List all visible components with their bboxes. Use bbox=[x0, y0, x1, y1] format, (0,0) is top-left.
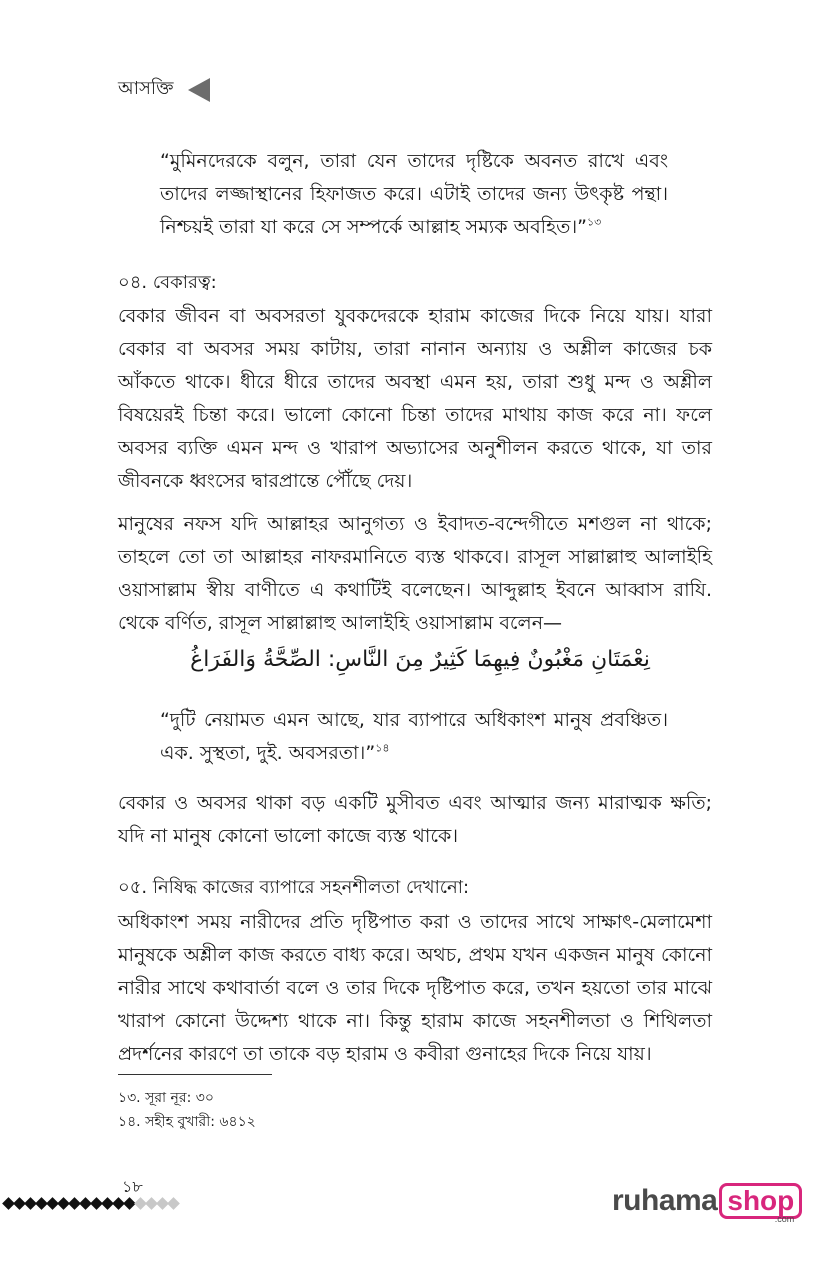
arabic-hadith: نِعْمَتَانِ مَغْبُونٌ فِيهِمَا كَثِيرٌ مِنَ النَّاسِ: الصِّحَّةُ وَالفَرَاغُ bbox=[190, 647, 650, 672]
quran-quote bbox=[160, 145, 668, 244]
logo-domain: .com bbox=[774, 1214, 795, 1224]
footnote-13: ১৩. সূরা নূর: ৩০ bbox=[118, 1090, 214, 1106]
logo-text: ruhama bbox=[612, 1184, 718, 1217]
running-header-title: আসক্তি bbox=[118, 78, 174, 99]
diamond-icon bbox=[167, 1197, 180, 1210]
footnote-14: ১৪. সহীহ বুখারী: ৬৪১২ bbox=[118, 1114, 256, 1130]
footnote-ref-14: ১৪ bbox=[375, 741, 390, 755]
footnote-ref-13: ১৩ bbox=[586, 215, 602, 229]
section4-paragraph-2: মানুষের নফস যদি আল্লাহর আনুগত্য ও ইবাদত-বন্দেগীতে মশগুল না থাকে; তাহলে তো তা আল্লাহর নাফরমানিতে ব্যস্ত থাকবে। রাসূল সাল্লাল্লাহু আলাইহি ওয়াসাল্লাম স্বীয় বাণীতে এ কথাটিই বলেছেন। আব্দুল্লাহ ইবনে আব্বাস রাযি. থেকে বর্ণিত, রাসূল সাল্লাল্লাহু আলাইহি ওয়াসাল্লাম বলেন— bbox=[118, 513, 712, 634]
page-number: ১৮ bbox=[122, 1177, 143, 1196]
left-arrow-icon bbox=[188, 78, 210, 102]
section4-paragraph-3: বেকার ও অবসর থাকা বড় একটি মুসীবত এবং আত্মার জন্য মারাত্মক ক্ষতি; যদি না মানুষ কোনো ভালো কাজে ব্যস্ত থাকে। bbox=[118, 792, 712, 847]
footnote-divider bbox=[118, 1074, 272, 1075]
hadith-translation-text: “দুটি নেয়ামত এমন আছে, যার ব্যাপারে অধিকাংশ মানুষ প্রবঞ্চিত। এক. সুস্থতা, দুই. অবসরতা।” bbox=[160, 709, 668, 764]
decorative-diamond-row bbox=[4, 1199, 178, 1208]
footnotes bbox=[118, 1086, 256, 1134]
quran-quote-text: “মুমিনদেরকে বলুন, তারা যেন তাদের দৃষ্টিকে অবনত রাখে এবং তাদের লজ্জাস্থানের হিফাজত করে। এটাই তাদের জন্য উৎকৃষ্ট পন্থা। নিশ্চয়ই তারা যা করে সে সম্পর্কে আল্লাহ সম্যক অবহিত।” bbox=[160, 150, 668, 238]
section-heading-4: ০৪. বেকারত্ব: bbox=[118, 272, 217, 293]
section5-paragraph-1: অধিকাংশ সময় নারীদের প্রতি দৃষ্টিপাত করা ও তাদের সাথে সাক্ষাৎ-মেলামেশা মানুষকে অশ্লীল কাজ করতে বাধ্য করে। অথচ, প্রথম যখন একজন মানুষ কোনো নারীর সাথে কথাবার্তা বলে ও তার দিকে দৃষ্টিপাত করে, তখন হয়তো তার মাঝে খারাপ কোনো উদ্দেশ্য থাকে না। কিন্তু হারাম কাজে সহনশীলতা ও শিথিলতা প্রদর্শনের কারণে তা তাকে বড় হারাম ও কবীরা গুনাহের দিকে নিয়ে যায়। bbox=[118, 911, 712, 1065]
section4-paragraph-1: বেকার জীবন বা অবসরতা যুবকদেরকে হারাম কাজের দিকে নিয়ে যায়। যারা বেকার বা অবসর সময় কাটায়, তারা নানান অন্যায় ও অশ্লীল কাজের চক আঁকতে থাকে। ধীরে ধীরে তাদের অবস্থা এমন হয়, তারা শুধু মন্দ ও অশ্লীল বিষয়েরই চিন্তা করে। ভালো কোনো চিন্তা তাদের মাথায় কাজ করে না। ফলে অবসর ব্যক্তি এমন মন্দ ও খারাপ অভ্যাসের অনুশীলন করতে থাকে, যা তার জীবনকে ধ্বংসের দ্বারপ্রান্তে পৌঁছে দেয়। bbox=[118, 305, 712, 492]
ruhamashop-logo bbox=[612, 1179, 802, 1223]
section-heading-5: ০৫. নিষিদ্ধ কাজের ব্যাপারে সহনশীলতা দেখানো: bbox=[118, 877, 470, 898]
logo-shop-badge: shop bbox=[719, 1183, 802, 1219]
running-header bbox=[118, 74, 210, 105]
hadith-translation bbox=[160, 704, 668, 770]
